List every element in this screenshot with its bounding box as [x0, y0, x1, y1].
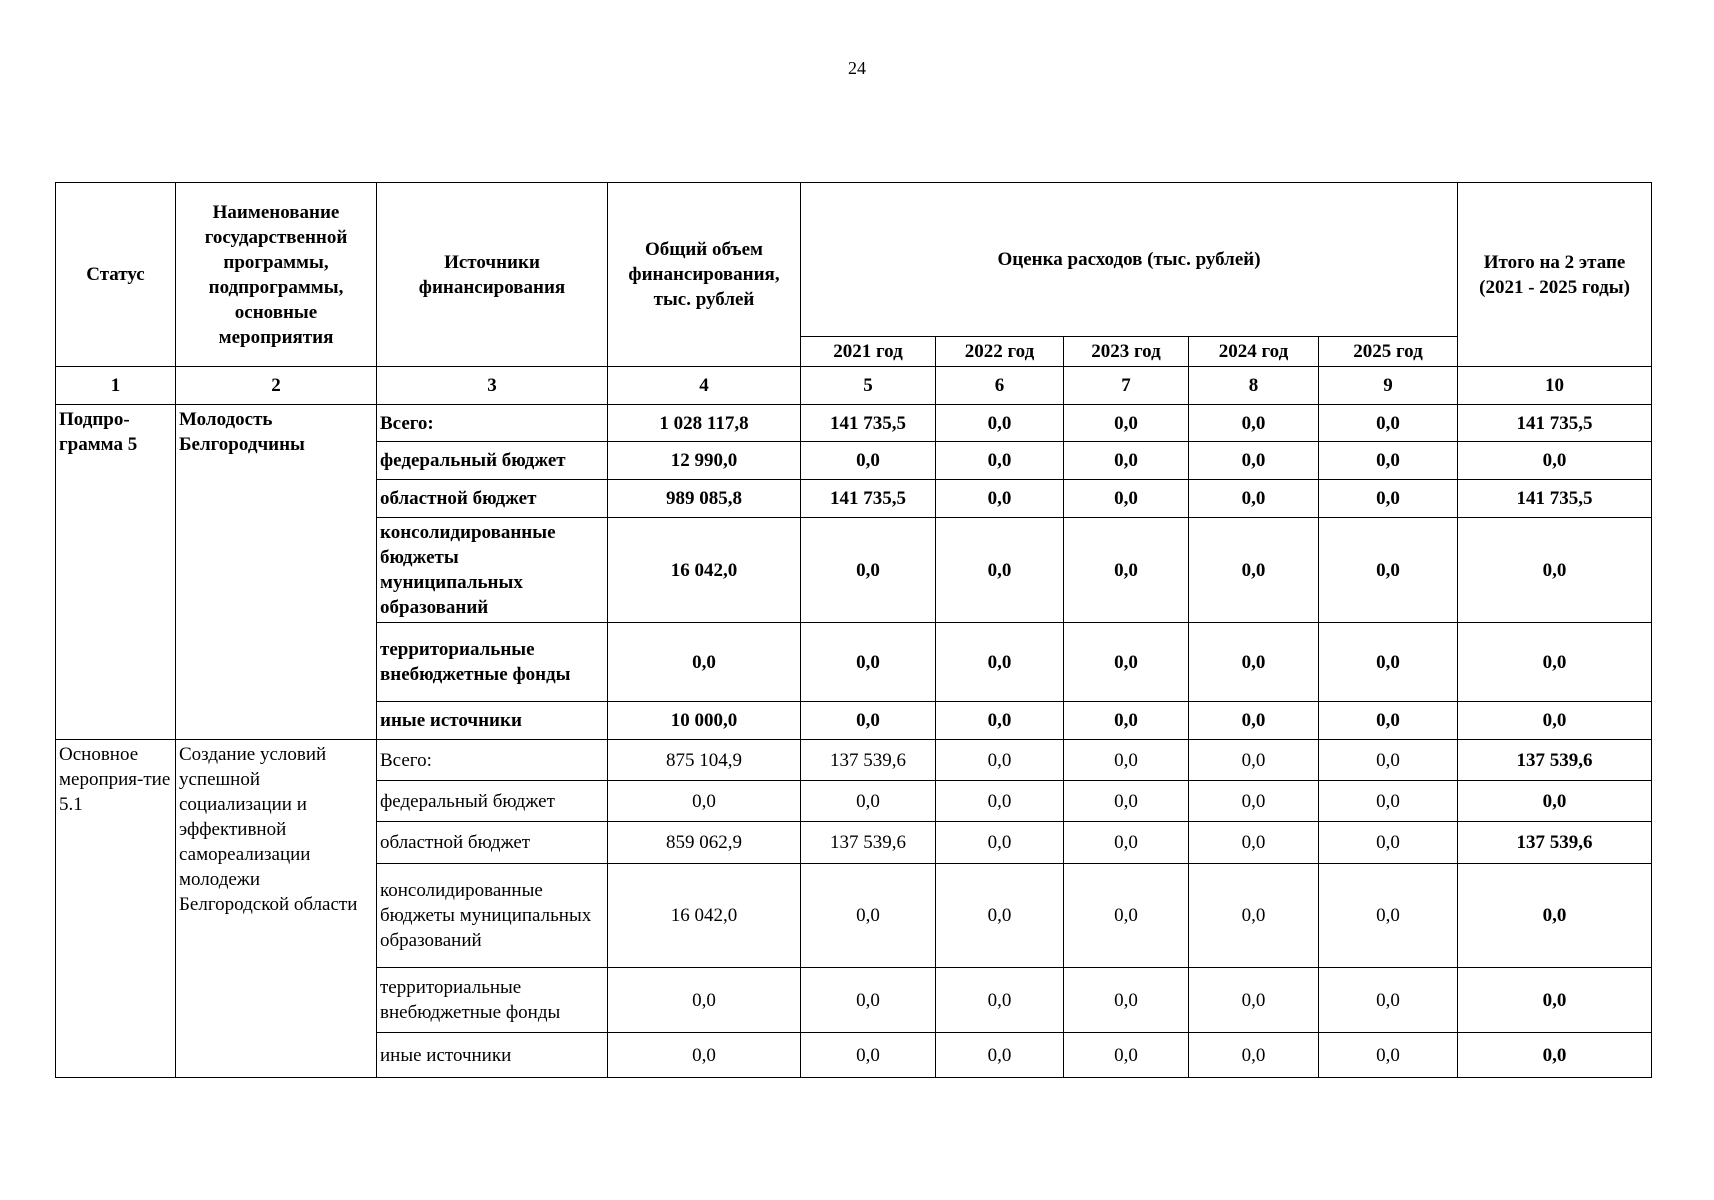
amount-cell: 0,0: [936, 864, 1064, 968]
column-number: 10: [1458, 367, 1652, 405]
amount-cell: 0,0: [1319, 864, 1458, 968]
table-row: [56, 740, 1652, 781]
amount-cell: 0,0: [1319, 405, 1458, 442]
stage-total-cell: 0,0: [1458, 781, 1652, 822]
amount-cell: 0,0: [608, 623, 801, 702]
amount-cell: 0,0: [1189, 822, 1319, 864]
funding-source-cell: иные источники: [377, 1033, 608, 1078]
amount-cell: 0,0: [1189, 968, 1319, 1033]
page-number: 24: [848, 58, 866, 78]
amount-cell: 0,0: [1189, 518, 1319, 623]
column-number: 5: [801, 367, 936, 405]
amount-cell: 141 735,5: [801, 405, 936, 442]
amount-cell: 0,0: [608, 781, 801, 822]
amount-cell: 0,0: [936, 480, 1064, 518]
amount-cell: 0,0: [1064, 968, 1189, 1033]
amount-cell: 0,0: [801, 702, 936, 740]
stage-total-cell: 0,0: [1458, 968, 1652, 1033]
header-year: 2022 год: [936, 337, 1064, 367]
header-total-volume: Общий объем финансирования, тыс. рублей: [608, 183, 801, 367]
stage-total-cell: 0,0: [1458, 518, 1652, 623]
amount-cell: 0,0: [1189, 1033, 1319, 1078]
funding-source-cell: территориальные внебюджетные фонды: [377, 968, 608, 1033]
funding-source-cell: федеральный бюджет: [377, 781, 608, 822]
amount-cell: 0,0: [1319, 702, 1458, 740]
column-number: 4: [608, 367, 801, 405]
amount-cell: 0,0: [801, 781, 936, 822]
amount-cell: 0,0: [608, 968, 801, 1033]
amount-cell: 0,0: [801, 518, 936, 623]
funding-source-cell: областной бюджет: [377, 480, 608, 518]
amount-cell: 0,0: [801, 442, 936, 480]
stage-total-cell: 137 539,6: [1458, 740, 1652, 781]
amount-cell: 16 042,0: [608, 864, 801, 968]
stage-total-cell: 137 539,6: [1458, 822, 1652, 864]
funding-source-cell: федеральный бюджет: [377, 442, 608, 480]
amount-cell: 0,0: [801, 1033, 936, 1078]
amount-cell: 0,0: [936, 442, 1064, 480]
status-cell: Основное мероприя-тие 5.1: [56, 740, 176, 1078]
column-number: 1: [56, 367, 176, 405]
amount-cell: 137 539,6: [801, 740, 936, 781]
table-body: [56, 405, 1652, 1078]
status-cell: Подпро-грамма 5: [56, 405, 176, 740]
amount-cell: 859 062,9: [608, 822, 801, 864]
amount-cell: 0,0: [1319, 480, 1458, 518]
funding-source-cell: иные источники: [377, 702, 608, 740]
amount-cell: 0,0: [608, 1033, 801, 1078]
program-name-cell: Создание условий успешной социализации и эффективной самореализации молодежи Белгородской области: [176, 740, 377, 1078]
amount-cell: 137 539,6: [801, 822, 936, 864]
stage-total-cell: 0,0: [1458, 702, 1652, 740]
amount-cell: 0,0: [936, 968, 1064, 1033]
table-row: [56, 405, 1652, 442]
stage-total-cell: 141 735,5: [1458, 480, 1652, 518]
amount-cell: 0,0: [1319, 1033, 1458, 1078]
column-number: 9: [1319, 367, 1458, 405]
amount-cell: 0,0: [936, 623, 1064, 702]
amount-cell: 0,0: [1319, 822, 1458, 864]
header-year: 2024 год: [1189, 337, 1319, 367]
amount-cell: 0,0: [1064, 623, 1189, 702]
amount-cell: 0,0: [1064, 518, 1189, 623]
amount-cell: 0,0: [936, 405, 1064, 442]
funding-source-cell: областной бюджет: [377, 822, 608, 864]
funding-source-cell: Всего:: [377, 740, 608, 781]
amount-cell: 0,0: [1064, 781, 1189, 822]
amount-cell: 0,0: [1189, 405, 1319, 442]
amount-cell: 0,0: [1189, 623, 1319, 702]
amount-cell: 16 042,0: [608, 518, 801, 623]
column-number: 8: [1189, 367, 1319, 405]
header-stage-total: Итого на 2 этапе (2021 - 2025 годы): [1458, 183, 1652, 367]
column-number: 3: [377, 367, 608, 405]
column-number: 7: [1064, 367, 1189, 405]
header-sources: Источники финансирования: [377, 183, 608, 367]
funding-source-cell: консолидированные бюджеты муниципальных образований: [377, 864, 608, 968]
amount-cell: 0,0: [1064, 864, 1189, 968]
funding-source-cell: Всего:: [377, 405, 608, 442]
amount-cell: 0,0: [801, 623, 936, 702]
amount-cell: 0,0: [936, 702, 1064, 740]
amount-cell: 1 028 117,8: [608, 405, 801, 442]
amount-cell: 0,0: [1064, 702, 1189, 740]
stage-total-cell: 0,0: [1458, 623, 1652, 702]
amount-cell: 0,0: [1319, 623, 1458, 702]
amount-cell: 0,0: [1319, 518, 1458, 623]
amount-cell: 0,0: [936, 1033, 1064, 1078]
stage-total-cell: 0,0: [1458, 864, 1652, 968]
amount-cell: 989 085,8: [608, 480, 801, 518]
amount-cell: 0,0: [1064, 405, 1189, 442]
amount-cell: 0,0: [1064, 822, 1189, 864]
amount-cell: 0,0: [1189, 480, 1319, 518]
amount-cell: 0,0: [1319, 781, 1458, 822]
amount-cell: 0,0: [936, 781, 1064, 822]
amount-cell: 0,0: [1319, 968, 1458, 1033]
amount-cell: 0,0: [936, 518, 1064, 623]
amount-cell: 0,0: [1189, 781, 1319, 822]
amount-cell: 0,0: [1064, 740, 1189, 781]
amount-cell: 10 000,0: [608, 702, 801, 740]
stage-total-cell: 0,0: [1458, 442, 1652, 480]
program-name-cell: Молодость Белгородчины: [176, 405, 377, 740]
amount-cell: 875 104,9: [608, 740, 801, 781]
amount-cell: 0,0: [1064, 1033, 1189, 1078]
header-year: 2023 год: [1064, 337, 1189, 367]
header-year: 2021 год: [801, 337, 936, 367]
amount-cell: 0,0: [936, 822, 1064, 864]
column-number: 2: [176, 367, 377, 405]
amount-cell: 0,0: [1319, 442, 1458, 480]
amount-cell: 0,0: [1189, 740, 1319, 781]
header-status: Статус: [56, 183, 176, 367]
amount-cell: 0,0: [1189, 442, 1319, 480]
amount-cell: 0,0: [801, 968, 936, 1033]
amount-cell: 0,0: [936, 740, 1064, 781]
funding-source-cell: территориальные внебюджетные фонды: [377, 623, 608, 702]
stage-total-cell: 141 735,5: [1458, 405, 1652, 442]
amount-cell: 0,0: [1064, 442, 1189, 480]
stage-total-cell: 0,0: [1458, 1033, 1652, 1078]
amount-cell: 12 990,0: [608, 442, 801, 480]
amount-cell: 0,0: [801, 864, 936, 968]
header-year: 2025 год: [1319, 337, 1458, 367]
amount-cell: 0,0: [1319, 740, 1458, 781]
amount-cell: 0,0: [1064, 480, 1189, 518]
amount-cell: 0,0: [1189, 702, 1319, 740]
column-number: 6: [936, 367, 1064, 405]
funding-table: [55, 182, 1652, 1078]
amount-cell: 141 735,5: [801, 480, 936, 518]
header-program-name: Наименование государственной программы, подпрограммы, основные мероприятия: [176, 183, 377, 367]
funding-source-cell: консолидированные бюджеты муниципальных образований: [377, 518, 608, 623]
header-expense-estimate: Оценка расходов (тыс. рублей): [801, 183, 1458, 337]
amount-cell: 0,0: [1189, 864, 1319, 968]
